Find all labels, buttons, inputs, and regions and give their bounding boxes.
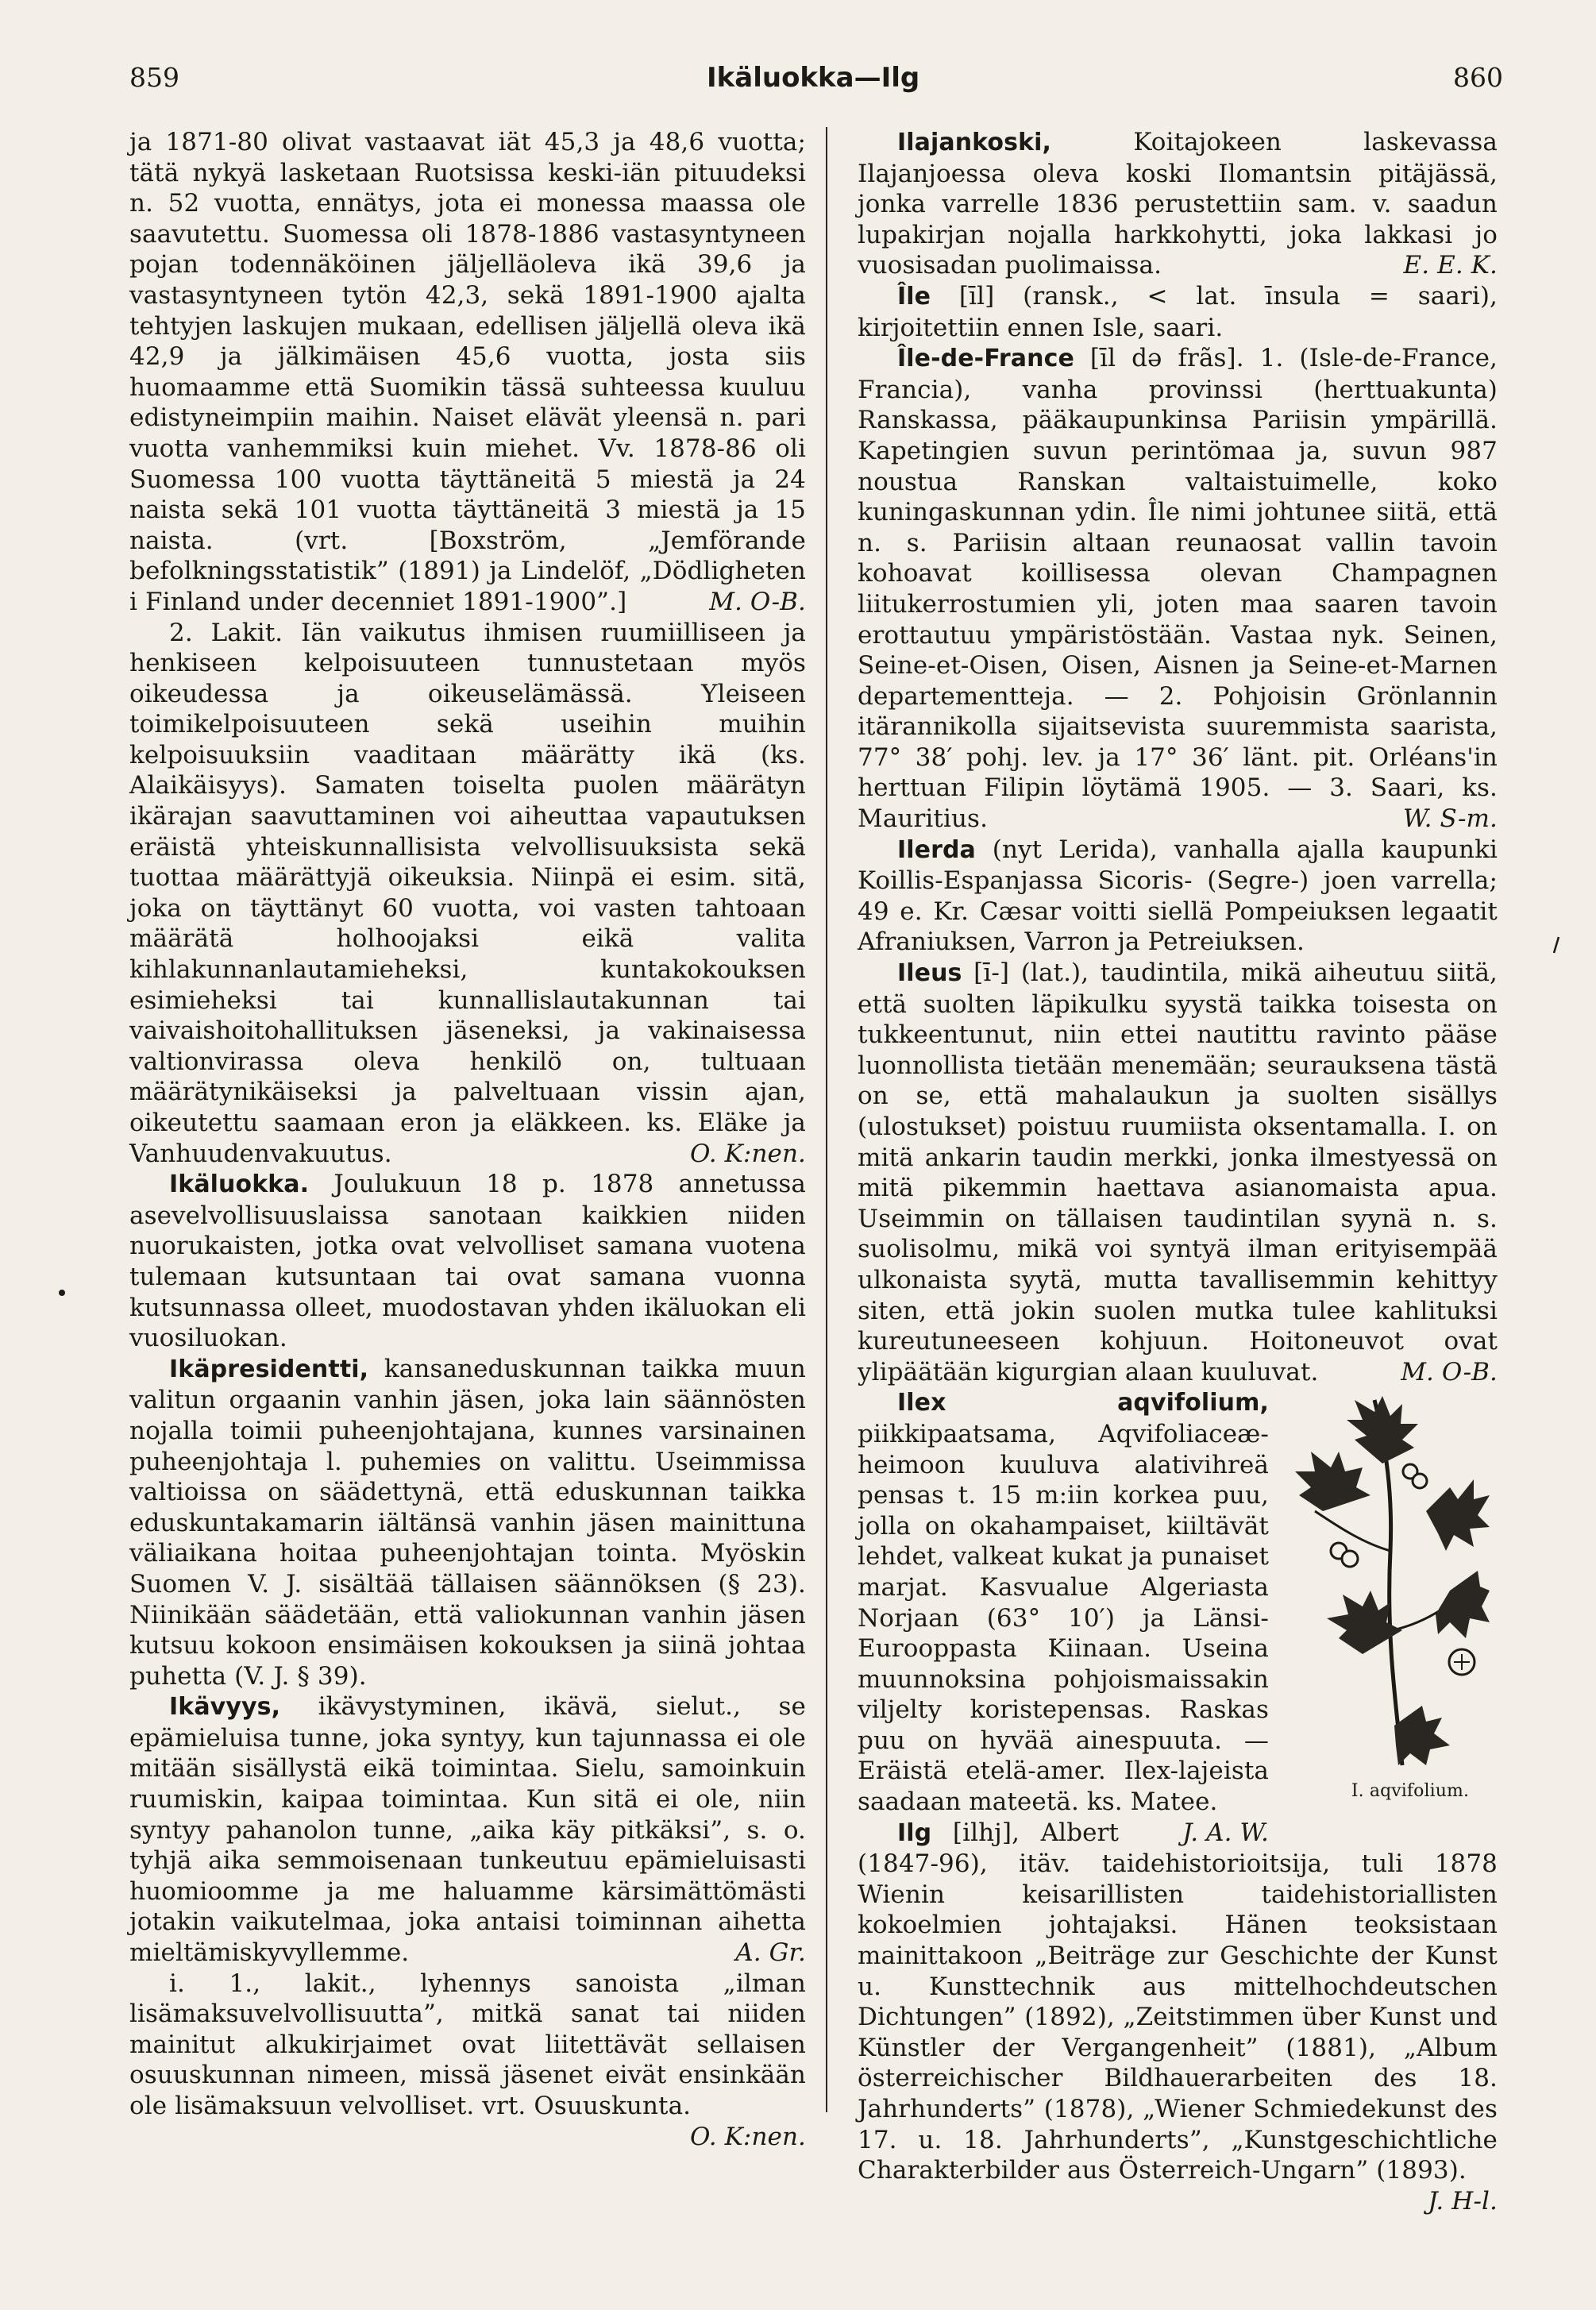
article-entry: [129, 1969, 806, 2151]
article-entry: [129, 1354, 806, 1692]
headword: Ileus: [897, 959, 962, 988]
figure-caption: I. aqvifolium.: [1351, 1781, 1470, 1802]
right-column: [858, 127, 1498, 2216]
holly-illustration: [1283, 1392, 1498, 1813]
page-header: [0, 62, 1596, 102]
article-entry: [129, 618, 806, 1170]
entry-text: kansaneduskunnan taikka muun valitun orgaanin vanhin jäsen, joka lain säännösten nojalla toimii puheenjohtajana, kunnes varsinainen puheenjohtaja l. puhemies on valittu. Useimmissa valtioissa on säädettynä, että eduskunnan taikka eduskuntakamarin iältänsä vanhin jäsen mainittuna väliaikana hoitaa puheenjohtajan tointa. Myöskin Suomen V. J. sisältää tällaisen säännöksen (§ 23). Niinikään säädetään, että valiokunnan vanhin jäsen kutsuu kokoon ensimäisen kokouksen ja siinä johtaa puhetta (V. J. § 39).: [129, 1354, 806, 1691]
entry-text: (nyt Lerida), vanhalla ajalla kaupunki Koillis-Espanjassa Sicoris- (Segre-) joen varrella; 49 e. Kr. Cæsar voitti siellä Pompeiuksen legaatit Afraniuksen, Varron ja Petreiuksen.: [858, 835, 1498, 957]
author-signature: W. S-m.: [1403, 804, 1498, 834]
author-signature: A. Gr.: [735, 1938, 806, 1968]
entry-text: [īl də frãs]. 1. (Isle-de-France, Francia), vanha provinssi (herttuakunta) Ranskassa, pääkaupunkinsa Pariisin ympärillä. Kapetingien suvun perintömaa ja, suvun 987 noustua Ranskan valtaistuimelle, koko kuningaskunnan ydin. Île nimi johtunee siitä, että n. s. Pariisin altaan reunaosat vallin tavoin kohoavat koillisessa olevan Champagnen liitukerrostumien yli, joten maa saaren tavoin erottautuu ympäristöstään. Vastaa nyk. Seinen, Seine-et-Oisen, Oisen, Aisnen ja Seine-et-Marnen departementteja. — 2. Pohjoisin Grönlannin itärannikolla sijaitsevista suuremmista saarista, 77° 38′ pohj. lev. ja 17° 36′ länt. pit. Orléans'in herttuan Filipin löytämä 1905. — 3. Saari, ks. Mauritius.: [858, 344, 1498, 834]
entry-text: [īl] (ransk., < lat. īnsula = saari), kirjoitettiin ennen Isle, saari.: [858, 281, 1498, 342]
headword: Ikävyys,: [169, 1693, 281, 1722]
entry-text: Koitajokeen laskevassa Ilajanjoessa oleva koski Ilomantsin pitäjässä, jonka varrelle 1836 perustettiin sam. v. saadun lupakirjan nojalla harkkohytti, joka lakkasi jo vuosisadan puolimaissa.: [858, 128, 1498, 280]
entry-text: 2. Lakit. Iän vaikutus ihmisen ruumiilliseen ja henkiseen kelpoisuuteen tunnustetaan myös oikeudessa ja oikeuselämässä. Yleiseen toimikelpoisuuteen sekä useihin muihin kelpoisuuksiin vaaditaan määrätty ikä (ks. Alaikäisyys). Samaten toiselta puolen määrätyn ikärajan saavuttaminen voi aiheuttaa vapautuksen eräistä yhteiskunnallisista velvollisuuksista sekä tuottaa määrättyjä oikeuksia. Niinpä ei esim. sitä, joka on täyttänyt 60 vuotta, voi vasten tahtoaan määrätä holhoojaksi eikä valita kihlakunnanlautamieheksi, kuntakokouksen esimieheksi tai kunnallislautakunnan tai vaivaishoitohallituksen jäseneksi, ja vakinaisessa valtionvirassa oleva henkilö on, tultuaan määrätynikäiseksi ja palveltuaan vissin ajan, oikeutettu saamaan eron ja eläkkeen. ks. Eläke ja Vanhuudenvakuutus.: [129, 618, 806, 1168]
page-number-left: 859: [129, 62, 179, 93]
article-entry: [858, 835, 1498, 958]
margin-mark-dot: [57, 1288, 67, 1298]
column-divider: [826, 127, 827, 2112]
headword: Ilerda: [897, 835, 976, 864]
running-title: Ikäluokka—Ilg: [707, 62, 920, 94]
author-signature: J. H-l.: [1428, 2186, 1498, 2216]
article-entry: [858, 1818, 1498, 2216]
author-signature: M. O-B.: [1401, 1357, 1498, 1386]
article-entry: [858, 958, 1498, 1387]
author-signature: M. O-B.: [709, 587, 806, 616]
article-entry: [858, 281, 1498, 343]
author-signature: O. K:nen.: [690, 2122, 806, 2151]
entry-text: [ī-] (lat.), taudintila, mikä aiheutuu siitä, että suolten läpikulku syystä taikka toisesta on tukkeentunut, niin ettei nautittu ravinto pääse luonnollista tietään menemään; seurauksena tästä on se, että mahalaukun ja suolten sisällys (ulostukset) poistuu ruumiista oksentamalla. I. on mitä ankarin taudin merkki, jonka ilmestyessä on mitä pikemmin haettava asianomaista apua. Useimmin on tällaisen taudintilan syynä n. s. suolisolmu, mikä voi syntyä ilman erityisempää ulkonaista syytä, mutta tavallisemmin kehittyy siten, että jokin suolen mutka tulee kahlituksi kureutuneeseen kohjuun. Hoitoneuvot ovat ylipäätään kigurgian alaan kuuluvat.: [858, 958, 1498, 1386]
headword: Île-de-France: [897, 345, 1074, 373]
article-entry: [129, 1169, 806, 1354]
article-entry: [858, 343, 1498, 835]
author-signature: O. K:nen.: [690, 1139, 806, 1168]
headword: Ilg: [897, 1818, 932, 1847]
left-column: [129, 127, 806, 2152]
entry-text: ja 1871-80 olivat vastaavat iät 45,3 ja 48,6 vuotta; tätä nykyä lasketaan Ruotsissa keski-iän pituudeksi n. 52 vuotta, ennätys, jota ei monessa maassa ole saavutettu. Suomessa oli 1878-1886 vastasyntyneen pojan todennäköinen jäljelläoleva ikä 39,6 ja vastasyntyneen tytön 42,3, sekä 1891-1900 ajalta tehtyjen laskujen mukaan, edellisen jäljellä oleva ikä 42,9 ja jälkimäisen 45,6 vuotta, josta siis huomaamme että Suomikin tässä suhteessa kuuluu edistyneimpiin maihin. Naiset elävät yleensä n. pari vuotta vanhemmiksi kuin miehet. Vv. 1878-86 oli Suomessa 100 vuotta täyttäneitä 5 miestä ja 24 naista sekä 101 vuotta täyttäneitä 3 miestä ja 15 naista. (vrt. [Boxström, „Jemförande befolkningsstatistik” (1891) ja Lindelöf, „Dödligheten i Finland under decenniet 1891-1900”.]: [129, 128, 806, 616]
margin-mark-tick: [1551, 935, 1562, 954]
entry-text: [ilhj], Albert (1847-96), itäv. taidehistorioitsija, tuli 1878 Wienin keisarillisten taidehistoriallisten kokoelmien johtajaksi. Hänen teoksistaan mainittakoon „Beiträge zur Geschichte der Kunst u. Kunsttechnik aus mittelhochdeutschen Dichtungen” (1892), „Zeitstimmen über Kunst und Künstler der Vergangenheit” (1881), „Album österreichischer Bildhauerarbeiten des 18. Jahrhunderts” (1878), „Wiener Schmiedekunst des 17. u. 18. Jahrhunderts”, „Kunstgeschichtliche Charakterbilder aus Österreich-Ungarn” (1893).: [858, 1818, 1498, 2185]
entry-text: ikävystyminen, ikävä, sielut., se epämieluisa tunne, joka syntyy, kun tajunnassa ei ole mitään sisällystä eikä toimintaa. Sielu, samoinkuin ruumiskin, kaipaa toimintaa. Kun sitä ei ole, niin syntyy pahanolon tunne, „aika käy pitkäksi”, s. o. tyhjä aika semmoisenaan tunkeutuu epämieluisasti huomioomme ja me haluamme kärsimättömästi jotakin vaikutelmaa, joka antaisi toiminnan aihetta mieltämiskyvyllemme.: [129, 1692, 806, 1968]
holly-branch-icon: [1291, 1392, 1490, 1773]
entry-text: Joulukuun 18 p. 1878 annetussa asevelvollisuuslaissa sanotaan kaikkien niiden nuorukaisten, jotka ovat velvolliset samana vuotena tulemaan kutsuntaan tai ovat samana vuonna kutsunnassa olleet, muodostavan yhden ikäluokan eli vuosiluokan.: [129, 1170, 806, 1353]
headword: Ilex aqvifolium,: [897, 1389, 1269, 1417]
article-entry: [129, 127, 806, 618]
headword: Ikäluokka.: [169, 1170, 310, 1199]
article-entry: [858, 127, 1498, 281]
page-number-right: 860: [1453, 62, 1503, 93]
headword: Ikäpresidentti,: [169, 1355, 369, 1383]
article-entry: [129, 1691, 806, 1968]
entry-text: i. 1., lakit., lyhennys sanoista „ilman lisämaksuvelvollisuutta”, mitkä sanat tai niiden mainitut alkukirjaimet ovat liitettävät sellaisen osuuskunnan nimeen, missä jäsenet eivät ensinkään ole lisämaksuun velvolliset. vrt. Osuuskunta.: [129, 1969, 806, 2120]
headword: Ilajankoski,: [897, 129, 1052, 156]
author-signature: E. E. K.: [1403, 251, 1498, 280]
headword: Île: [897, 282, 931, 310]
author-signature: J. A. W.: [1182, 1818, 1269, 1847]
entry-text: piikkipaatsama, Aqvifoliaceæ-heimoon kuuluva alativihreä pensas t. 15 m:iin korkea puu, jolla on okahampaiset, kiiltävät lehdet, valkeat kukat ja punaiset marjat. Kasvualue Algeriasta Norjaan (63° 10′) ja Länsi-Eurooppasta Kiinaan. Useina muunnoksina pohjoismaissakin viljelty koristepensas. Raskas puu on hyvää ainespuuta. — Eräistä etelä-amer. Ilex-lajeista saadaan mateetä. ks. Matee.: [858, 1419, 1269, 1817]
